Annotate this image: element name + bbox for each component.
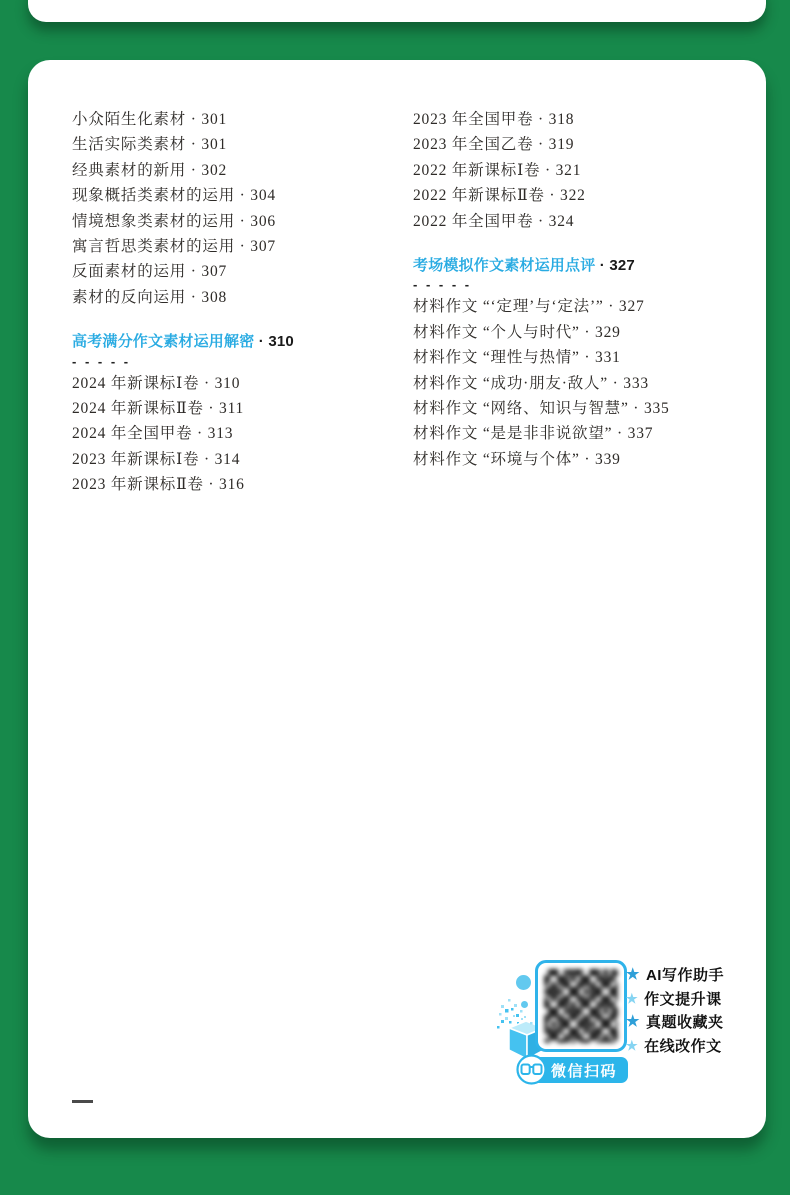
toc-entry: 2022 年新课标Ⅰ卷 · 321 xyxy=(413,161,582,179)
toc-entry: 2023 年新课标Ⅱ卷 · 316 xyxy=(72,476,245,494)
section-title: 考场模拟作文素材运用点评 xyxy=(413,257,596,275)
toc-gap xyxy=(72,310,392,329)
feature-item xyxy=(626,963,724,987)
toc-entry: 反面素材的运用 · 307 xyxy=(72,263,228,281)
toc-page-card xyxy=(28,60,766,1138)
footer-dash xyxy=(72,1100,93,1103)
star-icon: ★ xyxy=(626,966,640,984)
star-icon: ★ xyxy=(626,1013,640,1031)
star-icon: ★ xyxy=(626,1037,639,1053)
toc-entry: 材料作文 “是是非非说欲望” · 337 xyxy=(413,425,654,443)
section-page-number: · 327 xyxy=(595,257,635,275)
section-page-number: · 310 xyxy=(254,333,294,351)
toc-entry: 材料作文 “网络、知识与智慧” · 335 xyxy=(413,400,670,418)
toc-entry: 小众陌生化素材 · 301 xyxy=(72,111,228,128)
previous-page-strip xyxy=(28,0,766,22)
toc-entry: 2022 年新课标Ⅱ卷 · 322 xyxy=(413,187,586,205)
star-icon: ★ xyxy=(626,990,639,1006)
feature-list xyxy=(626,963,724,1057)
toc-entry: 素材的反向运用 · 308 xyxy=(72,288,228,306)
toc-entry: 材料作文 “成功·朋友·敌人” · 333 xyxy=(413,374,649,392)
wechat-qr-code xyxy=(535,960,627,1052)
toc-entry: 2022 年全国甲卷 · 324 xyxy=(413,212,575,230)
toc-right-column xyxy=(413,107,753,472)
feature-label: AI写作助手 xyxy=(645,967,724,985)
toc-entry: 材料作文 “理性与热情” · 331 xyxy=(413,349,621,367)
decor-dot-large xyxy=(516,975,531,990)
toc-gap xyxy=(413,234,753,253)
toc-entry: 2023 年全国乙卷 · 319 xyxy=(413,136,575,154)
toc-entry: 2024 年新课标Ⅰ卷 · 310 xyxy=(72,374,241,392)
feature-label: 作文提升课 xyxy=(644,990,722,1008)
toc-entry: 2023 年全国甲卷 · 318 xyxy=(413,111,575,128)
toc-left-column xyxy=(72,107,392,498)
feature-label: 真题收藏夹 xyxy=(645,1014,724,1032)
toc-entry: 经典素材的新用 · 302 xyxy=(72,161,228,179)
toc-entry: 2024 年新课标Ⅱ卷 · 311 xyxy=(72,400,245,418)
toc-entry: 材料作文 “环境与个体” · 339 xyxy=(413,450,621,468)
qr-pattern xyxy=(544,969,618,1043)
feature-item xyxy=(626,1034,724,1058)
wechat-scan-badge xyxy=(522,1057,628,1083)
toc-entry: 2024 年全国甲卷 · 313 xyxy=(72,425,234,443)
wechat-scan-label: 微信扫码 xyxy=(551,1062,618,1080)
toc-entry: 材料作文 “个人与时代” · 329 xyxy=(413,323,621,341)
section-title: 高考满分作文素材运用解密 xyxy=(72,333,255,351)
section-dashes: - - - - - xyxy=(72,353,131,369)
toc-entry: 现象概括类素材的运用 · 304 xyxy=(72,187,276,205)
toc-entry: 材料作文 “‘定理’与‘定法’” · 327 xyxy=(413,298,645,316)
feature-item xyxy=(626,987,724,1011)
toc-entry: 情境想象类素材的运用 · 306 xyxy=(72,212,276,230)
glasses-icon xyxy=(516,1054,547,1085)
feature-item xyxy=(626,1010,724,1034)
section-dashes: - - - - - xyxy=(413,277,472,293)
feature-label: 在线改作文 xyxy=(644,1037,722,1055)
toc-entry: 寓言哲思类素材的运用 · 307 xyxy=(72,238,276,256)
toc-entry: 2023 年新课标Ⅰ卷 · 314 xyxy=(72,450,241,468)
toc-entry: 生活实际类素材 · 301 xyxy=(72,136,228,154)
toc-section-heading xyxy=(413,253,753,278)
toc-section-heading xyxy=(72,329,392,354)
